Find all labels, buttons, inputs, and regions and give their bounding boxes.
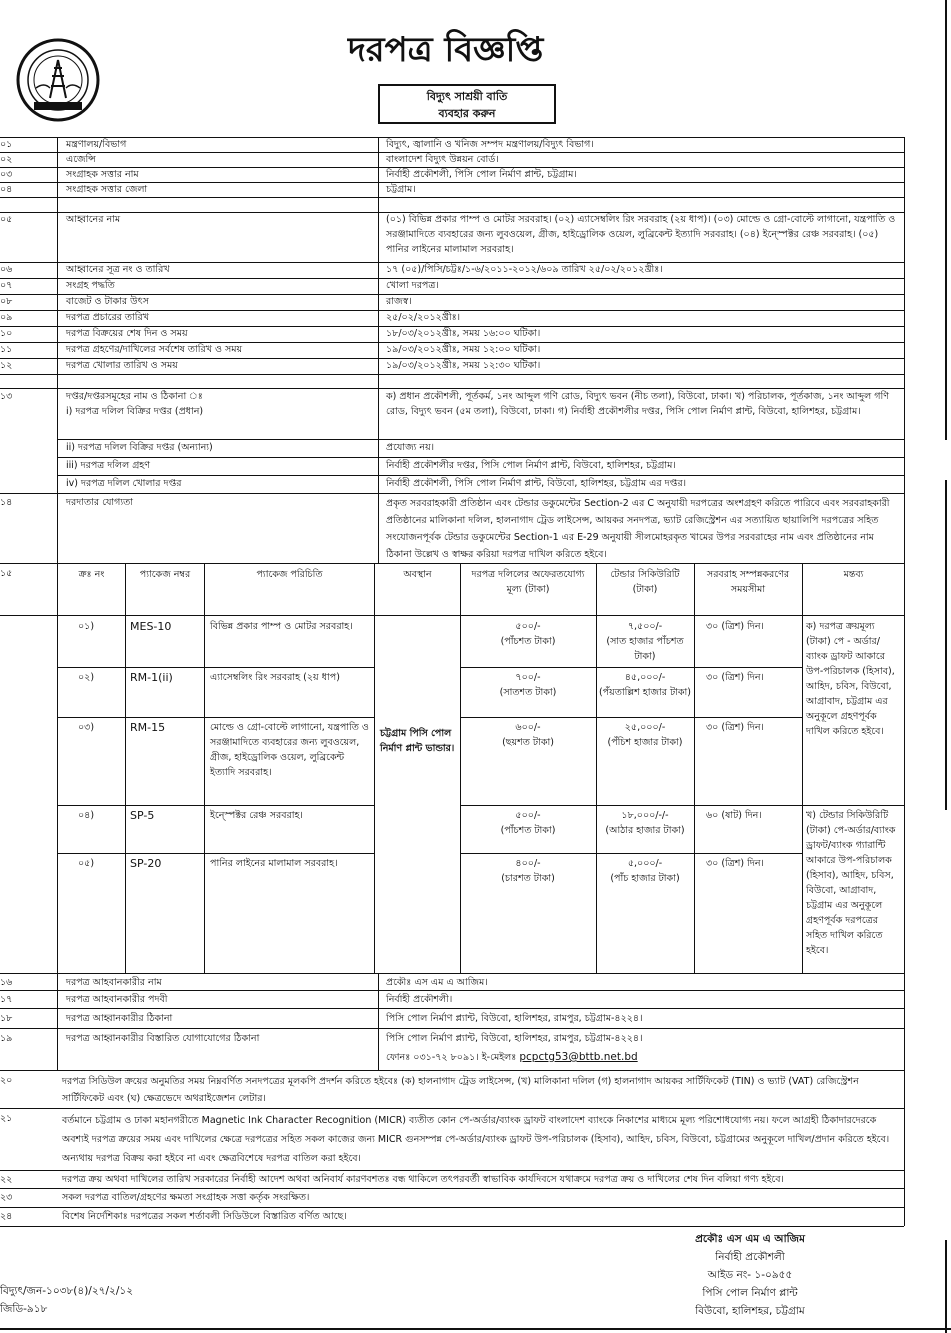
contact-address: পিসি পোল নির্মাণ প্ল্যান্ট, বিউবো, হালিশহর, রামপুর, চট্টগ্রাম-৪২২৪। bbox=[386, 1033, 643, 1044]
row-no: ০৪ bbox=[0, 184, 13, 195]
note-text: দরপত্র সিডিউল ক্রয়ের অনুমতির সময় নিম্নবর্ণিত সনদপত্রের মূলকপি প্রদর্শন করিতে হইবেঃ (ক) হালনাগাদ ট্রেড লাইসেন্স, (খ) মালিকানা দলিল (গ) হালনাগাদ আয়কর সার্টিফিকেট (TIN) ও ভ্যাট (VAT) রেজিস্ট্রেশন সার্টিফিকেট এবং (ঘ) ক্ষেত্রভেদে অথরাইজেশন লেটার। bbox=[62, 1076, 859, 1104]
pkg-description: মোল্ডে ও গ্রো-বোল্টে লাগানো, যন্ত্রপাতি ও সরঞ্জামাদিতে ব্যবহারের জন্য লুবওয়েল, গ্রীজ, হাইড্রোলিক ওয়েল, লুব্রিকেন্ট ইত্যাদি সরবরাহ। bbox=[210, 722, 369, 778]
row-value: ১৯/০৩/২০১২খ্রীঃ, সময় ১২:০০ ঘটিকা। bbox=[386, 344, 541, 355]
row-label: দরপত্র গ্রহণের/দাখিলের সর্বশেষ তারিখ ও সময় bbox=[66, 344, 243, 355]
row-label: দরপত্র আহ্বানকারীর বিস্তারিত যোগাযোগের ঠিকানা bbox=[66, 1033, 260, 1044]
note-no: ২৩ bbox=[0, 1192, 13, 1203]
row-value: নির্বাহী প্রকৌশলী, পিসি পোল নির্মাণ প্লান্ট, চট্টগ্রাম। bbox=[386, 169, 577, 180]
signatory-office: পিসি পোল নির্মাণ প্লান্ট bbox=[702, 1287, 798, 1299]
pkg-security-words: (পাঁচ হাজার টাকা) bbox=[610, 873, 680, 884]
pkg-remark-2: খ) টেন্ডার সিকিউরিটি (টাকা) পে-অর্ডার/ব্যাংক ড্রাফট/ব্যাংক গ্যারান্টি আকারে উপ-পরিচালক (হিসাব), আহিদ, চবিস, বিউবো, আগ্রাবাদ, চট্টগ্রাম এর অনুকূলে গ্রহণপূর্বক দরপত্রের সহিত দাখিল করিতে হইবে। bbox=[806, 810, 896, 956]
pkg-location: চট্টগ্রাম পিসি পোল নির্মাণ প্লান্ট ভান্ডার। bbox=[380, 728, 455, 754]
row-label: সংগ্রাহক সত্তার জেলা bbox=[66, 184, 148, 195]
row-label: দরপত্র বিক্রয়ের শেষ দিন ও সময় bbox=[66, 328, 188, 339]
pkg-security: ৫,০০০/- bbox=[627, 858, 663, 869]
row-label: দরপত্র আহ্বানকারীর ঠিকানা bbox=[66, 1013, 173, 1024]
pkg-row-rule-a bbox=[57, 853, 374, 854]
pkg-doc-price-words: (সাতশত টাকা) bbox=[499, 687, 557, 698]
th-time: সরবরাহ সম্পন্নকরণের সময়সীমা bbox=[706, 569, 790, 595]
row-no: ১৭ bbox=[0, 994, 13, 1005]
row-no: ০৫ bbox=[0, 214, 13, 225]
pkg-time: ৩০ (ত্রিশ) দিন। bbox=[706, 722, 764, 733]
row-rule bbox=[0, 493, 904, 494]
pkg-security-words: (পঁয়তাল্লিশ হাজার টাকা) bbox=[598, 687, 692, 698]
pkg-security-words: (পঁচিশ হাজার টাকা) bbox=[607, 737, 683, 748]
row-rule bbox=[0, 1070, 904, 1071]
row-rule bbox=[0, 374, 904, 375]
pkg-row-rule-a bbox=[57, 805, 374, 806]
note-text: বর্তমানে চট্টগ্রাম ও ঢাকা মহানগরীতে Magnetic Ink Character Recognition (MICR) ব্যতীত কোন পে-অর্ডার/ব্যাংক ড্রাফট বাংলাদেশ ব্যাংকে নিকাশের মাধ্যমে মূল্য পরিশোধযোগ্য নয়। ফলে আগ্রহী ঠিকাদারদেরকে অবশ্যই দরপত্র ক্রয়ের সময় এবং দাখিলের ক্ষেত্রে দরপত্রের সহিত সকল কাজের জন্য MICR গুনসম্পন্ন পে-অর্ডার/ব্যাংক ড্রাফট উপ-পরিচালক (হিসাব), আহিদ, চবিস, বিউবো, চট্টগ্রামের অনুকূলে দাখিল/প্রদান করিতে হইবে। অন্যথায় দরপত্র বিক্রয় করা হইবে না এবং ক্ষেত্রবিশেষে দরপত্র বাতিল করা হইবে। bbox=[62, 1115, 890, 1164]
row-value: খোলা দরপত্র। bbox=[386, 280, 439, 291]
pkg-security: ২৫,০০০/- bbox=[624, 722, 666, 733]
gd-number: জিডি-৯১৮ bbox=[0, 1303, 48, 1315]
row-rule bbox=[0, 1226, 904, 1227]
pkg-doc-price-words: (পাঁচশত টাকা) bbox=[500, 825, 556, 836]
row-rule bbox=[0, 1108, 904, 1109]
row-rule bbox=[0, 1170, 904, 1171]
row-no: ১৬ bbox=[0, 977, 13, 988]
row-value: প্রকৌঃ এস এম এ আজিম। bbox=[386, 977, 488, 988]
contact-phone: ফোনঃ ০৩১-৭২ ৮০৯১। ই-মেইলঃ bbox=[386, 1052, 517, 1063]
row-no: ১৮ bbox=[0, 1013, 13, 1024]
row-label: মন্ত্রণালয়/বিভাগ bbox=[66, 139, 127, 150]
col-divider bbox=[125, 563, 126, 973]
pkg-security-words: (আঠার হাজার টাকা) bbox=[605, 825, 685, 836]
th-package: প্যাকেজ নম্বর bbox=[139, 569, 191, 580]
signatory-address: বিউবো, হালিশহর, চট্টগ্রাম bbox=[695, 1305, 805, 1317]
col-no-divider bbox=[57, 137, 58, 1070]
th-remarks: মন্তব্য bbox=[843, 569, 864, 580]
row-no: ১৩ bbox=[0, 391, 13, 402]
row-rule bbox=[0, 990, 904, 991]
pkg-row-rule-b bbox=[460, 853, 802, 854]
row-no: ১০ bbox=[0, 328, 13, 339]
pkg-description: পানির লাইনের মালামাল সরবরাহ। bbox=[210, 858, 338, 869]
offices-heading: দপ্তর/দপ্তরসমূহের নাম ও ঠিকানা ঃ bbox=[66, 391, 203, 402]
row-label: বাজেট ও টাকার উৎস bbox=[66, 296, 149, 307]
remark-rule bbox=[802, 805, 904, 806]
note-text: বিশেষ নির্দেশিকাঃ দরপত্রের সকল শর্তাবলী সিডিউলে বিস্তারিত বর্ণিত আছে। bbox=[62, 1211, 347, 1222]
page-edge-middle bbox=[945, 480, 947, 810]
reference-number: বিদ্যুৎ/জন-১০৩৮(৪)/২৭/২/১২ bbox=[0, 1285, 134, 1297]
office-sub-label: iv) দরপত্র দলিল খোলার দপ্তর bbox=[66, 478, 182, 489]
bpdb-logo bbox=[14, 36, 102, 124]
pkg-serial: ০২) bbox=[78, 672, 95, 683]
row-no: ১৪ bbox=[0, 497, 13, 508]
slogan-box bbox=[378, 84, 556, 124]
row-value: বিদ্যুৎ, জ্বালানি ও খনিজ সম্পদ মন্ত্রণালয়/বিদ্যুৎ বিভাগ। bbox=[386, 139, 594, 150]
row-no: ০৩ bbox=[0, 169, 13, 180]
pkg-serial: ০৩) bbox=[78, 722, 95, 733]
pkg-description: এ্যাসেম্বলিং রিং সরবরাহ (২য় ধাপ) bbox=[210, 672, 340, 683]
pkg-number: RM-1(ii) bbox=[130, 671, 173, 684]
office-sub-label: i) দরপত্র দলিল বিক্রির দপ্তর (প্রধান) bbox=[66, 406, 204, 417]
pkg-row-rule-b bbox=[460, 717, 802, 718]
pkg-number: MES-10 bbox=[130, 620, 172, 633]
row-value: চট্টগ্রাম। bbox=[386, 184, 416, 195]
row-rule bbox=[0, 1207, 904, 1208]
page-edge-top bbox=[945, 0, 947, 440]
row-value: বাংলাদেশ বিদ্যুৎ উন্নয়ন বোর্ড। bbox=[386, 154, 499, 165]
row-label: দরপত্র খোলার তারিখ ও সময় bbox=[66, 360, 178, 371]
row-label: দরপত্র আহবানকারীর পদবী bbox=[66, 994, 168, 1005]
pkg-security: ৭,৫০০/- bbox=[627, 621, 663, 632]
pkg-doc-price: ৬০০/- bbox=[515, 722, 541, 733]
note-no: ২০ bbox=[0, 1075, 13, 1086]
row-label: আহ্বানের সূত্র নং ও তারিখ bbox=[66, 264, 170, 275]
row-value: পিসি পোল নির্মাণ প্ল্যান্ট, বিউবো, হালিশহর, রামপুর, চট্টগ্রাম-৪২২৪। bbox=[386, 1013, 643, 1024]
row-no: ১৫ bbox=[0, 568, 13, 579]
row-value: নির্বাহী প্রকৌশলী। bbox=[386, 994, 453, 1005]
col-divider bbox=[204, 563, 205, 973]
email-link[interactable]: pcpctg53@bttb.net.bd bbox=[519, 1051, 638, 1063]
row-label: এজেন্সি bbox=[66, 154, 96, 165]
col-divider bbox=[596, 563, 597, 973]
pkg-time: ৩০ (ত্রিশ) দিন। bbox=[706, 858, 764, 869]
pkg-time: ৩০ (ত্রিশ) দিন। bbox=[706, 672, 764, 683]
pkg-number: SP-20 bbox=[130, 857, 162, 870]
signature-block bbox=[620, 1230, 880, 1320]
row-label: দরপত্র প্রচারের তারিখ bbox=[66, 312, 149, 323]
pkg-doc-price: ৪০০/- bbox=[515, 858, 541, 869]
office-sub-label: ii) দরপত্র দলিল বিক্রির দপ্তর (অন্যান্য) bbox=[66, 442, 213, 453]
office-sub-value: নির্বাহী প্রকৌশলীর দপ্তর, পিসি পোল নির্মাণ প্লান্ট, বিউবো, হালিশহর, চট্টগ্রাম। bbox=[386, 460, 676, 471]
office-sub-value: ক) প্রধান প্রকৌশলী, পূর্তকর্ম, ১নং আব্দুল গণি রোড, বিদ্যুৎ ভবন (নীচ তলা), বিউবো, ঢাকা। খ) পরিচালক, পূর্তকাজ, ১নং আব্দুল গণি রোড, বিদ্যুৎ ভবন (৫ম তলা), বিউবো, ঢাকা। গ) নির্বাহী প্রকৌশলীর দপ্তর, পিসি পোল নির্মাণ প্লান্ট, বিউবো, হালিশহর, চট্টগ্রাম। bbox=[386, 391, 889, 417]
pkg-time: ৩০ (ত্রিশ) দিন। bbox=[706, 621, 764, 632]
th-security: টেন্ডার সিকিউরিটি (টাকা) bbox=[610, 569, 680, 595]
signatory-id: আইড নং- ১-০৯৫৫ bbox=[707, 1269, 793, 1281]
pkg-description: বিভিন্ন প্রকার পাম্প ও মোটর সরবরাহ। bbox=[210, 621, 353, 632]
signatory-name: প্রকৌঃ এস এম এ আজিম bbox=[695, 1233, 805, 1245]
note-no: ২২ bbox=[0, 1174, 13, 1185]
row-value: ১৮/০৩/২০১২খ্রীঃ, সময় ১৬:০০ ঘটিকা। bbox=[386, 328, 541, 339]
table-bottom-rule bbox=[0, 973, 904, 974]
col-divider bbox=[460, 563, 461, 973]
row-rule bbox=[0, 1008, 904, 1009]
col-divider bbox=[374, 563, 375, 973]
row-label: সংগ্রহ পদ্ধতি bbox=[66, 280, 115, 291]
pkg-serial: ০৫) bbox=[78, 858, 95, 869]
slogan-line-1: বিদ্যুৎ সাশ্রয়ী বাতি bbox=[426, 90, 508, 103]
page-bottom-rule bbox=[0, 1328, 951, 1330]
pkg-doc-price-words: (চারশত টাকা) bbox=[501, 873, 555, 884]
signatory-title: নির্বাহী প্রকৌশলী bbox=[715, 1251, 785, 1263]
page-edge-bottom bbox=[945, 1240, 947, 1333]
pkg-row-rule-b bbox=[460, 667, 802, 668]
office-sub-label: iii) দরপত্র দলিল গ্রহণ bbox=[66, 460, 151, 471]
row-label: দরদাতার যোগ্যতা bbox=[66, 497, 134, 508]
col-label-divider-b bbox=[378, 973, 379, 1070]
row-label: আহ্বানের নাম bbox=[66, 214, 121, 225]
pkg-doc-price: ৭০০/- bbox=[515, 672, 541, 683]
pkg-number: RM-15 bbox=[130, 721, 166, 734]
note-no: ২৪ bbox=[0, 1211, 13, 1222]
page-title: দরপত্র বিজ্ঞপ্তি bbox=[348, 30, 544, 70]
pkg-remark-1: ক) দরপত্র ক্রয়মূল্য (টাকা) পে - অর্ডার/ব্যাংক ড্রাফট আকারে উপ-পরিচালক (হিসাব), আহিদ, চবিস, বিউবো, আগ্রাবাদ, চট্টগ্রাম এর অনুকূলে গ্রহণপূর্বক দাখিল করিতে হইবে। bbox=[806, 621, 895, 737]
row-no: ১১ bbox=[0, 344, 13, 355]
row-no: ০২ bbox=[0, 154, 13, 165]
office-sub-value: প্রযোজ্য নয়। bbox=[386, 442, 435, 453]
slogan-line-2: ব্যবহার করুন bbox=[438, 107, 496, 120]
pkg-security: ১৮,০০০/-/- bbox=[621, 810, 669, 821]
note-text: সকল দরপত্র বাতিল/গ্রহণের ক্ষমতা সংগ্রাহক সত্তা কর্তৃক সংরক্ষিত। bbox=[62, 1192, 310, 1203]
row-no: ০৯ bbox=[0, 312, 13, 323]
pkg-doc-price: ৫০০/- bbox=[515, 810, 541, 821]
row-value: ১৯/০৩/২০১২খ্রীঃ, সময় ১২:৩০ ঘটিকা। bbox=[386, 360, 541, 371]
contact-phone-email bbox=[386, 1050, 638, 1065]
header-rule bbox=[0, 615, 904, 616]
th-serial: ক্রঃ নং bbox=[78, 569, 105, 580]
pkg-row-rule-b bbox=[460, 805, 802, 806]
row-no: ০৭ bbox=[0, 280, 13, 291]
row-rule bbox=[0, 1188, 904, 1189]
pkg-security-words: (সাত হাজার পাঁচশত টাকা) bbox=[606, 636, 684, 662]
row-value: প্রকৃত সরবরাহকারী প্রতিষ্ঠান এবং টেন্ডার ডকুমেন্টের Section-2 এর C অনুযায়ী দরপত্রের অংশগ্রহণ করিতে পারিবে এবং সরবরাহকারী প্রতিষ্ঠানের মালিকানা দলিল, হালনাগাদ ট্রেড লাইসেন্স, আয়কর সনদপত্র, ভ্যাট রেজিস্ট্রেশন এর সত্যায়িত ছায়ালিপি দরপত্রের সহিত সংযোজনপূর্বক টেন্ডার ডকুমেন্টের Section-1 এর E-29 অনুযায়ী সীলমোহরকৃত খামের উপর সরবরাহের নাম এবং প্রতিষ্ঠানের নাম ঠিকানা উল্লেখ ও স্বাক্ষর করিয়া দরপত্র দাখিল করিতে হইবে। bbox=[386, 498, 890, 560]
col-divider bbox=[694, 563, 695, 973]
row-value: (০১) বিভিন্ন প্রকার পাম্প ও মোটর সরবরাহ। (০২) এ্যাসেম্বলিং রিং সরবরাহ (২য় ধাপ)। (০৩) মোল্ডে ও গ্রো-বোল্টে লাগানো, যন্ত্রপাতি ও সরঞ্জামাদিতে ব্যবহারের জন্য লুবওয়েল, গ্রীজ, হাইড্রোলিক ওয়েল, লুব্রিকেন্ট ইত্যাদি সরবরাহ। (০৪) ইন্স্পেক্টর রেঞ্চ সরবরাহ। (০৫) পানির লাইনের মালামাল সরবরাহ। bbox=[386, 214, 896, 255]
pkg-number: SP-5 bbox=[130, 809, 155, 822]
note-text: দরপত্র ক্রয় অথবা দাখিলের তারিখ সরকারের নির্বাহী আদেশ অথবা অনিবার্য কারণবশতঃ বন্ধ থাকিলে তৎপরবর্তী স্বাভাবিক কার্যদিবসে যথাক্রমে দরপত্র ক্রয় ও দাখিলের শেষ দিন বলিয়া গণ্য হইবে। bbox=[62, 1174, 784, 1185]
office-sub-value: নির্বাহী প্রকৌশলী, পিসি পোল নির্মাণ প্লান্ট, বিউবো, হালিশহর, চট্টগ্রাম এর দপ্তর। bbox=[386, 478, 687, 489]
pkg-doc-price-words: (ছয়শত টাকা) bbox=[502, 737, 554, 748]
pkg-doc-price-words: (পাঁচশত টাকা) bbox=[500, 636, 556, 647]
row-label: দরপত্র আহবানকারীর নাম bbox=[66, 977, 162, 988]
note-no: ২১ bbox=[0, 1113, 13, 1124]
row-no: ১৯ bbox=[0, 1033, 13, 1044]
pkg-serial: ০৪) bbox=[78, 810, 95, 821]
row-rule bbox=[0, 278, 904, 279]
th-doc-price: দরপত্র দলিলের অফেরতযোগ্য মূল্য (টাকা) bbox=[471, 569, 585, 595]
row-no: ১২ bbox=[0, 360, 13, 371]
pkg-serial: ০১) bbox=[78, 621, 95, 632]
pkg-description: ইন্স্পেক্টর রেঞ্চ সরবরাহ। bbox=[210, 810, 303, 821]
table-right-border bbox=[904, 137, 905, 1226]
row-value: ১৭ (০৫)/পিসি/চট্টঃ/১-৬/২০১১-২০১২/৬০৯ তারিখ ২৫/০২/২০১২খ্রীঃ। bbox=[386, 264, 663, 275]
row-rule bbox=[0, 1028, 904, 1029]
pkg-security: ৪৫,০০০/- bbox=[624, 672, 666, 683]
row-label: সংগ্রাহক সত্তার নাম bbox=[66, 169, 139, 180]
row-rule bbox=[0, 197, 904, 198]
th-description: প্যাকেজ পরিচিতি bbox=[256, 569, 323, 580]
row-value: ২৫/০২/২০১২খ্রীঃ। bbox=[386, 312, 461, 323]
th-location: অবস্থান bbox=[403, 569, 432, 580]
col-label-divider-a bbox=[378, 137, 379, 563]
pkg-doc-price: ৫০০/- bbox=[515, 621, 541, 632]
pkg-time: ৬০ (ষাট) দিন। bbox=[706, 810, 762, 821]
row-no: ০৬ bbox=[0, 264, 13, 275]
row-no: ০১ bbox=[0, 139, 13, 150]
row-rule bbox=[0, 563, 904, 564]
row-no: ০৮ bbox=[0, 296, 13, 307]
pkg-row-rule-a bbox=[57, 717, 374, 718]
col-divider bbox=[802, 563, 803, 973]
pkg-row-rule-a bbox=[57, 667, 374, 668]
row-value: রাজস্ব। bbox=[386, 296, 412, 307]
